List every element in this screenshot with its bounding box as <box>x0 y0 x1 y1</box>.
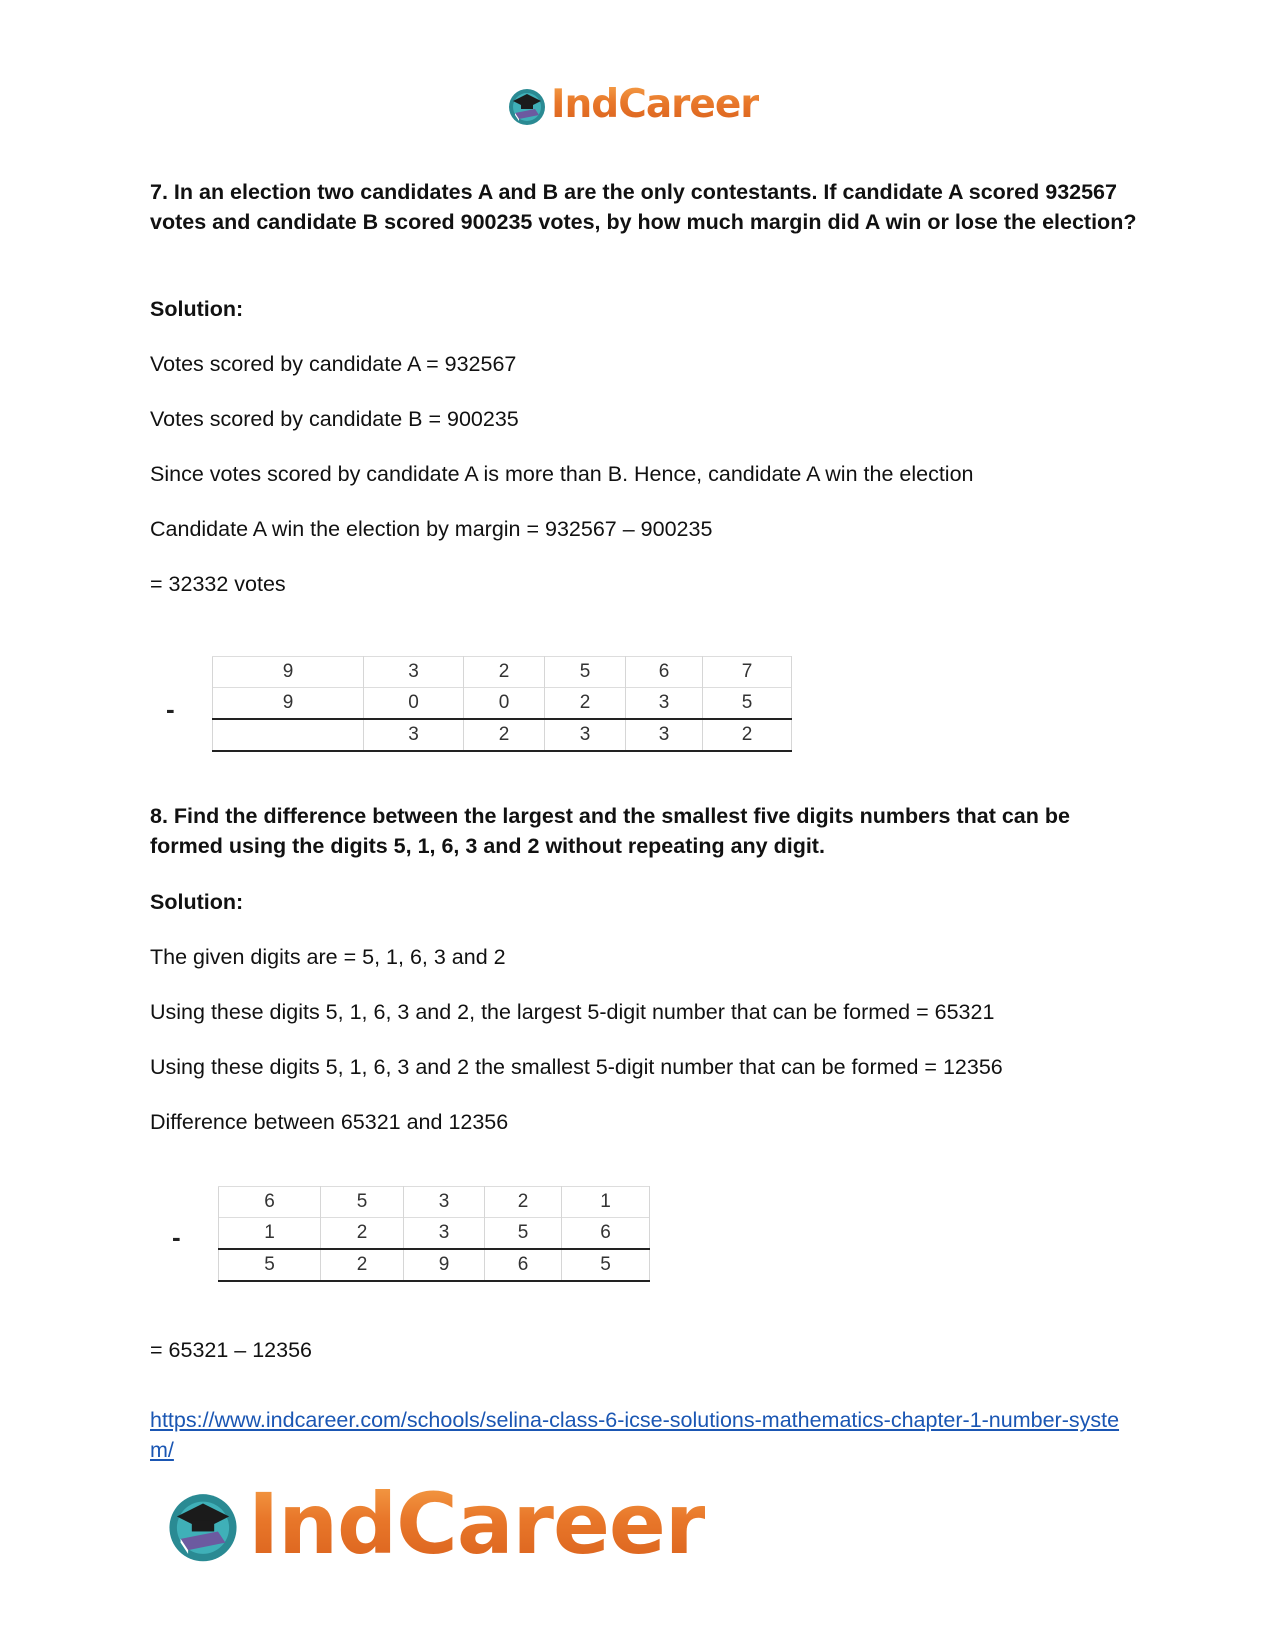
table-cell: 6 <box>626 657 703 688</box>
table-cell: 5 <box>562 1249 650 1281</box>
table-cell: 3 <box>404 1187 485 1218</box>
question-8-text: 8. Find the difference between the largest and the smallest five digits numbers that can be formed using the digits 5, 1, 6, 3 and 2 without repeating any digit. <box>150 804 1070 858</box>
table-cell: 7 <box>703 657 792 688</box>
subtraction-table-q8 <box>218 1186 650 1282</box>
logo-wordmark: IndCareer <box>248 1475 706 1573</box>
solution-line: Candidate A win the election by margin = 932567 – 900235 <box>150 517 713 541</box>
solution-line: Using these digits 5, 1, 6, 3 and 2 the smallest 5-digit number that can be formed = 12356 <box>150 1055 1003 1079</box>
table-cell: 2 <box>485 1187 562 1218</box>
solution-line: Votes scored by candidate B = 900235 <box>150 407 519 431</box>
table-cell: 0 <box>364 688 464 720</box>
logo-wordmark: IndCareer <box>551 82 759 127</box>
table-cell: 1 <box>562 1187 650 1218</box>
table-cell: 2 <box>464 719 545 751</box>
indcareer-logo-bottom <box>162 1475 705 1573</box>
solution-line: Using these digits 5, 1, 6, 3 and 2, the largest 5-digit number that can be formed = 65321 <box>150 1000 995 1024</box>
table-cell: 3 <box>626 719 703 751</box>
table-cell: 5 <box>219 1249 321 1281</box>
table-cell <box>213 719 364 751</box>
table-cell: 2 <box>464 657 545 688</box>
table-cell: 9 <box>404 1249 485 1281</box>
table-cell: 5 <box>485 1218 562 1250</box>
book-globe-graduation-cap-icon <box>162 1483 244 1565</box>
subtraction-operator: - <box>166 694 175 724</box>
subtraction-table-q7 <box>212 656 792 752</box>
table-cell: 3 <box>545 719 626 751</box>
solution-label-7: Solution: <box>150 297 244 321</box>
solution-line: Since votes scored by candidate A is more than B. Hence, candidate A win the election <box>150 462 974 486</box>
indcareer-logo-top <box>505 82 759 127</box>
subtraction-operator: - <box>172 1222 181 1252</box>
table-cell: 3 <box>364 657 464 688</box>
table-cell: 3 <box>626 688 703 720</box>
result-expression: = 65321 – 12356 <box>150 1338 313 1362</box>
table-cell: 2 <box>545 688 626 720</box>
table-cell: 6 <box>219 1187 321 1218</box>
table-cell: 0 <box>464 688 545 720</box>
table-cell: 9 <box>213 688 364 720</box>
source-link[interactable]: https://www.indcareer.com/schools/selina-class-6-icse-solutions-mathematics-chapter-1-number-system/ <box>150 1408 1120 1462</box>
table-cell: 2 <box>321 1249 404 1281</box>
solution-line: Votes scored by candidate A = 932567 <box>150 352 517 376</box>
solution-line: = 32332 votes <box>150 572 286 596</box>
table-cell: 9 <box>213 657 364 688</box>
question-7-text: 7. In an election two candidates A and B are the only contestants. If candidate A scored 932567 votes and candidate B scored 900235 votes, by how much margin did A win or lose the election? <box>150 180 1137 234</box>
table-cell: 6 <box>485 1249 562 1281</box>
table-cell: 5 <box>703 688 792 720</box>
book-globe-graduation-cap-icon <box>505 83 549 127</box>
table-cell: 2 <box>703 719 792 751</box>
table-cell: 1 <box>219 1218 321 1250</box>
table-cell: 3 <box>404 1218 485 1250</box>
table-cell: 5 <box>545 657 626 688</box>
table-cell: 3 <box>364 719 464 751</box>
solution-line: Difference between 65321 and 12356 <box>150 1110 509 1134</box>
table-cell: 2 <box>321 1218 404 1250</box>
solution-label-8: Solution: <box>150 890 244 914</box>
table-cell: 5 <box>321 1187 404 1218</box>
table-cell: 6 <box>562 1218 650 1250</box>
solution-line: The given digits are = 5, 1, 6, 3 and 2 <box>150 945 506 969</box>
